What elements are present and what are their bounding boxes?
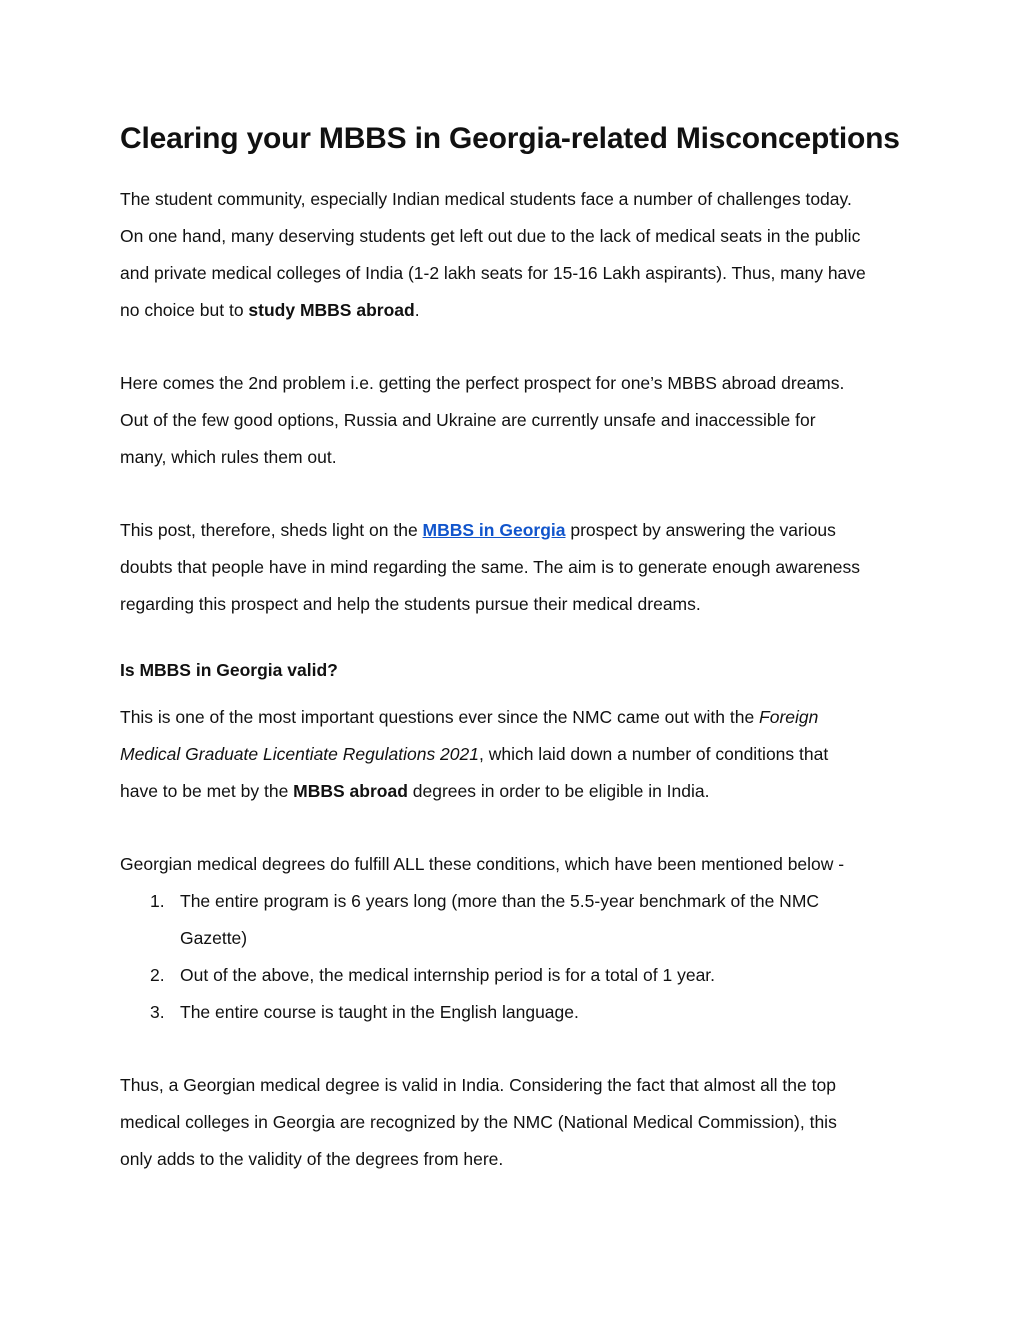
text-segment: This post, therefore, sheds light on the	[120, 520, 423, 540]
text-line: regarding this prospect and help the students pursue their medical dreams.	[120, 594, 701, 614]
bold-phrase: MBBS abroad	[293, 781, 408, 801]
text-segment: prospect by answering the various	[565, 520, 836, 540]
problem-paragraph	[120, 365, 910, 476]
text-line	[120, 512, 910, 549]
text-line: Georgian medical degrees do fulfill ALL these conditions, which have been mentioned below -	[120, 854, 845, 874]
list-item-text: The entire course is taught in the English language.	[180, 1002, 579, 1022]
text-segment: This is one of the most important questions ever since the NMC came out with the	[120, 707, 760, 727]
text-segment: .	[414, 300, 420, 320]
text-line	[120, 773, 910, 810]
list-item-text: Gazette)	[180, 928, 248, 948]
list-item	[120, 883, 910, 957]
text-line: Out of the few good options, Russia and Ukraine are currently unsafe and inaccessible for	[120, 410, 816, 430]
italic-phrase: Foreign	[759, 707, 819, 727]
conditions-intro-paragraph	[120, 846, 910, 883]
text-line: many, which rules them out.	[120, 447, 337, 467]
text-line: medical colleges in Georgia are recognized by the NMC (National Medical Commission), this	[120, 1112, 837, 1132]
list-item	[120, 957, 910, 994]
text-line	[120, 736, 910, 773]
text-line: only adds to the validity of the degrees from here.	[120, 1149, 504, 1169]
text-segment: no choice but to	[120, 300, 249, 320]
intro-paragraph	[120, 181, 910, 329]
text-segment: have to be met by the	[120, 781, 294, 801]
list-item	[120, 994, 910, 1031]
bold-phrase: study MBBS abroad	[248, 300, 415, 320]
validity-paragraph	[120, 699, 910, 810]
list-number: 1.	[150, 891, 165, 911]
conclusion-paragraph	[120, 1067, 910, 1178]
conditions-list	[120, 883, 910, 1031]
text-segment: degrees in order to be eligible in India.	[407, 781, 710, 801]
page-title: Clearing your MBBS in Georgia-related Misconceptions	[120, 122, 900, 155]
text-line: and private medical colleges of India (1-2 lakh seats for 15-16 Lakh aspirants). Thus, many have	[120, 263, 866, 283]
mbbs-in-georgia-link[interactable]: MBBS in Georgia	[422, 520, 566, 540]
text-line: The student community, especially Indian medical students face a number of challenges today.	[120, 189, 852, 209]
list-item-text: The entire program is 6 years long (more than the 5.5-year benchmark of the NMC	[180, 891, 820, 911]
text-line: Here comes the 2nd problem i.e. getting the perfect prospect for one’s MBBS abroad dreams.	[120, 373, 845, 393]
text-line	[120, 699, 910, 736]
post-purpose-paragraph	[120, 512, 910, 623]
text-line	[120, 292, 910, 329]
list-number: 3.	[150, 1002, 165, 1022]
italic-phrase: Medical Graduate Licentiate Regulations 2021	[120, 744, 479, 764]
list-item-text: Out of the above, the medical internship period is for a total of 1 year.	[180, 965, 716, 985]
text-line: Thus, a Georgian medical degree is valid in India. Considering the fact that almost all the top	[120, 1075, 836, 1095]
text-segment: , which laid down a number of conditions that	[478, 744, 829, 764]
text-line: doubts that people have in mind regarding the same. The aim is to generate enough awareness	[120, 557, 861, 577]
text-line: On one hand, many deserving students get left out due to the lack of medical seats in the public	[120, 226, 861, 246]
list-number: 2.	[150, 965, 165, 985]
section-heading: Is MBBS in Georgia valid?	[120, 660, 338, 680]
